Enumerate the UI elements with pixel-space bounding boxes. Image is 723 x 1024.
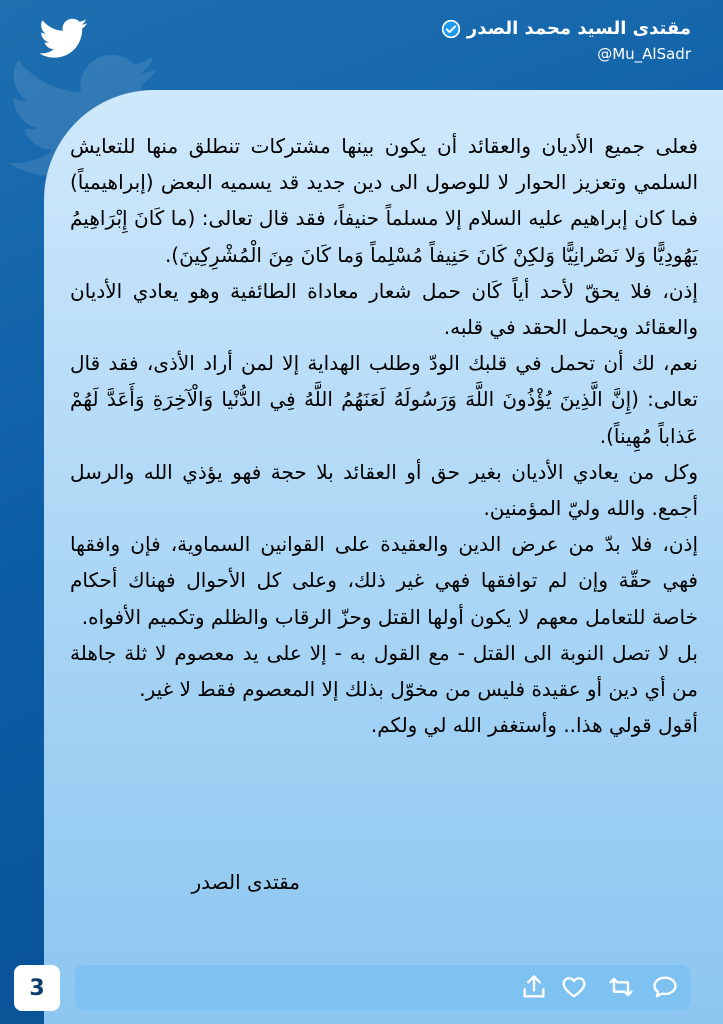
like-heart-icon[interactable] — [560, 973, 588, 1001]
tweet-author[interactable] — [441, 18, 691, 63]
reply-icon[interactable] — [651, 973, 679, 1001]
tweet-paragraph: إذن، فلا بدّ من عرض الدين والعقيدة على القوانين السماوية، فإن وافقها فهي حقّة وإن لم توافقها فهي غير ذلك، وعلى كل الأحوال فهناك أحكام خاصة للتعامل معهم لا يكون أولها القتل وحزّ الرقاب والظلم وتكميم الأفواه. — [70, 532, 698, 629]
tweet-actions-bar — [75, 965, 690, 1010]
verified-badge-icon — [441, 19, 461, 39]
twitter-bird-icon — [36, 14, 92, 62]
tweet-paragraph: بل لا تصل النوبة الى القتل - مع القول به - إلا على يد معصوم لا ثلة جاهلة من أي دين أو عقيدة فليس من مخوّل بذلك إلا المعصوم فقط لا غير. — [70, 640, 698, 702]
retweet-icon[interactable] — [607, 973, 635, 1001]
author-display-name[interactable]: مقتدى السيد محمد الصدر — [466, 18, 691, 39]
tweet-paragraph: أقول قولي هذا.. وأستغفر الله لي ولكم. — [370, 713, 698, 738]
tweet-paragraph: وكل من يعادي الأديان بغير حق أو العقائد بلا حجة فهو يؤذي الله والرسل أجمع. والله وليّ المؤمنين. — [70, 459, 698, 521]
author-handle[interactable]: @Mu_AlSadr — [597, 45, 691, 63]
share-icon[interactable] — [520, 973, 548, 1001]
tweet-paragraph: إذن، فلا يحقّ لأحد أياً كَان حمل شعار معاداة الطائفية وهو يعادي الأديان والعقائد ويحمل الحقد في قلبه. — [70, 278, 698, 340]
tweet-body — [70, 128, 698, 743]
page-number-badge: 3 — [14, 965, 60, 1011]
tweet-paragraph: نعم، لك أن تحمل في قلبك الودّ وطلب الهداية إلا لمن أراد الأذى، فقد قال تعالى: (إِنَّ الَّذِينَ يُؤْذُونَ اللَّهَ وَرَسُولَهُ لَعَنَهُمُ اللَّهُ فِي الدُّنْيا وَالْآخِرَةِ وَأَعَدَّ لَهُمْ عَذاباً مُهِيناً). — [70, 351, 698, 448]
tweet-paragraph: فعلى جميع الأديان والعقائد أن يكون بينها مشتركات تنطلق منها للتعايش السلمي وتعزيز الحوار لا للوصول الى دين جديد قد يسميه البعض (إبراهيمياً) فما كان إبراهيم عليه السلام إلا مسلماً حنيفاً، فقد قال تعالى: (ما كَانَ إِبْرَاهِيمُ يَهُودِيًّا وَلا نَصْرانِيًّا وَلكِنْ كَانَ حَنِيفاً مُسْلِماً وَما كَانَ مِنَ الْمُشْرِكِينَ). — [70, 134, 698, 267]
tweet-signature: مقتدى الصدر — [191, 870, 300, 894]
